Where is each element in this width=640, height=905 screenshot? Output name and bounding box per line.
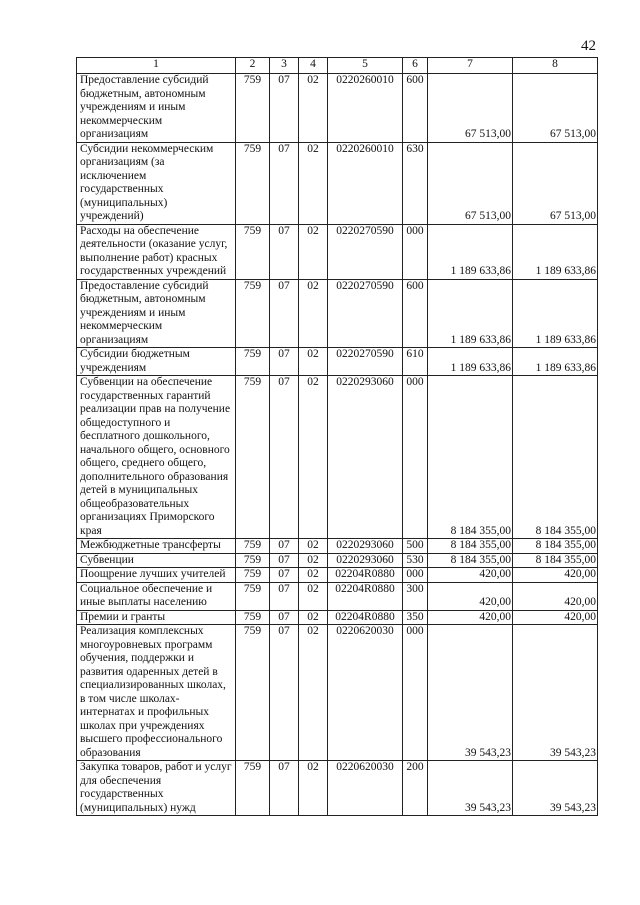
row-col-3: 07 — [270, 348, 299, 376]
row-col-3: 07 — [270, 568, 299, 583]
header-col-2: 2 — [236, 58, 270, 74]
header-col-5: 5 — [328, 58, 403, 74]
row-col-6: 600 — [403, 74, 428, 143]
row-col-4: 02 — [299, 376, 328, 539]
row-col-7: 1 189 633,86 — [428, 279, 513, 348]
row-col-6: 000 — [403, 625, 428, 761]
header-row — [77, 58, 598, 74]
row-col-3: 07 — [270, 761, 299, 816]
row-col-5: 0220270590 — [328, 224, 403, 279]
row-col-4: 02 — [299, 224, 328, 279]
row-col-7: 67 513,00 — [428, 74, 513, 143]
row-col-5: 0220620030 — [328, 761, 403, 816]
row-col-2: 759 — [236, 553, 270, 568]
row-name: Предоставление субсидий бюджетным, автономным учреждениям и иным некоммерческим организациям — [77, 74, 236, 143]
row-col-7: 67 513,00 — [428, 142, 513, 224]
row-name: Реализация комплексных многоуровневых программ обучения, поддержки и развития одаренных детей в специализированных школах, в том числе школах- интернатах и профильных школах при учреждениях высшего профессионального образования — [77, 625, 236, 761]
row-col-2: 759 — [236, 348, 270, 376]
row-col-4: 02 — [299, 625, 328, 761]
row-col-6: 350 — [403, 610, 428, 625]
row-col-7: 39 543,23 — [428, 625, 513, 761]
row-col-4: 02 — [299, 761, 328, 816]
table-row — [77, 376, 598, 539]
header-col-4: 4 — [299, 58, 328, 74]
row-col-3: 07 — [270, 582, 299, 610]
row-col-4: 02 — [299, 142, 328, 224]
row-name: Субвенции — [77, 553, 236, 568]
header-col-7: 7 — [428, 58, 513, 74]
row-col-4: 02 — [299, 74, 328, 143]
row-col-8: 8 184 355,00 — [513, 553, 598, 568]
row-col-8: 1 189 633,86 — [513, 224, 598, 279]
row-col-5: 02204R0880 — [328, 582, 403, 610]
row-name: Предоставление субсидий бюджетным, автономным учреждениям и иным некоммерческим организациям — [77, 279, 236, 348]
row-col-4: 02 — [299, 568, 328, 583]
row-col-8: 67 513,00 — [513, 74, 598, 143]
row-col-2: 759 — [236, 279, 270, 348]
row-col-6: 530 — [403, 553, 428, 568]
table-row — [77, 625, 598, 761]
row-col-2: 759 — [236, 582, 270, 610]
row-col-6: 000 — [403, 568, 428, 583]
row-col-3: 07 — [270, 539, 299, 554]
row-col-6: 630 — [403, 142, 428, 224]
table-row — [77, 582, 598, 610]
row-col-7: 39 543,23 — [428, 761, 513, 816]
row-col-2: 759 — [236, 74, 270, 143]
row-col-3: 07 — [270, 142, 299, 224]
row-col-6: 500 — [403, 539, 428, 554]
row-col-2: 759 — [236, 610, 270, 625]
table-row — [77, 610, 598, 625]
row-col-2: 759 — [236, 142, 270, 224]
row-name: Субсидии бюджетным учреждениям — [77, 348, 236, 376]
row-col-2: 759 — [236, 224, 270, 279]
row-col-5: 0220293060 — [328, 553, 403, 568]
row-col-6: 600 — [403, 279, 428, 348]
row-name: Субвенции на обеспечение государственных гарантий реализации прав на получение общедоступного и бесплатного дошкольного, начального общего, основного общего, среднего общего, дополнительного образования детей в муниципальных общеобразовательных организациях Приморского края — [77, 376, 236, 539]
row-name: Межбюджетные трансферты — [77, 539, 236, 554]
header-col-3: 3 — [270, 58, 299, 74]
header-col-8: 8 — [513, 58, 598, 74]
row-col-4: 02 — [299, 348, 328, 376]
row-col-4: 02 — [299, 279, 328, 348]
row-col-6: 000 — [403, 224, 428, 279]
row-col-3: 07 — [270, 74, 299, 143]
row-col-7: 8 184 355,00 — [428, 539, 513, 554]
row-name: Субсидии некоммерческим организациям (за исключением государственных (муниципальных) учреждений) — [77, 142, 236, 224]
table-row — [77, 279, 598, 348]
row-col-6: 000 — [403, 376, 428, 539]
table-row — [77, 224, 598, 279]
row-col-8: 1 189 633,86 — [513, 348, 598, 376]
row-col-3: 07 — [270, 610, 299, 625]
row-col-3: 07 — [270, 625, 299, 761]
row-col-2: 759 — [236, 625, 270, 761]
row-col-7: 8 184 355,00 — [428, 376, 513, 539]
row-name: Премии и гранты — [77, 610, 236, 625]
row-col-2: 759 — [236, 376, 270, 539]
row-col-4: 02 — [299, 582, 328, 610]
row-col-3: 07 — [270, 376, 299, 539]
row-col-8: 1 189 633,86 — [513, 279, 598, 348]
row-col-4: 02 — [299, 553, 328, 568]
row-col-8: 39 543,23 — [513, 625, 598, 761]
row-col-3: 07 — [270, 553, 299, 568]
row-col-5: 0220293060 — [328, 376, 403, 539]
row-col-2: 759 — [236, 761, 270, 816]
budget-table — [76, 57, 598, 816]
table-row — [77, 539, 598, 554]
row-col-3: 07 — [270, 224, 299, 279]
row-col-7: 1 189 633,86 — [428, 348, 513, 376]
row-col-5: 02204R0880 — [328, 610, 403, 625]
row-col-2: 759 — [236, 568, 270, 583]
row-col-8: 8 184 355,00 — [513, 539, 598, 554]
row-col-5: 0220293060 — [328, 539, 403, 554]
table-row — [77, 553, 598, 568]
row-col-8: 420,00 — [513, 582, 598, 610]
row-col-7: 1 189 633,86 — [428, 224, 513, 279]
row-col-6: 300 — [403, 582, 428, 610]
row-col-5: 02204R0880 — [328, 568, 403, 583]
row-col-8: 39 543,23 — [513, 761, 598, 816]
row-col-5: 0220620030 — [328, 625, 403, 761]
row-col-8: 67 513,00 — [513, 142, 598, 224]
page-number: 42 — [581, 38, 596, 54]
table-row — [77, 142, 598, 224]
row-col-8: 420,00 — [513, 568, 598, 583]
row-name: Закупка товаров, работ и услуг для обеспечения государственных (муниципальных) нужд — [77, 761, 236, 816]
row-col-7: 420,00 — [428, 568, 513, 583]
row-col-5: 0220260010 — [328, 74, 403, 143]
row-col-4: 02 — [299, 539, 328, 554]
header-col-6: 6 — [403, 58, 428, 74]
row-col-8: 420,00 — [513, 610, 598, 625]
row-col-6: 200 — [403, 761, 428, 816]
row-name: Социальное обеспечение и иные выплаты населению — [77, 582, 236, 610]
row-col-7: 420,00 — [428, 610, 513, 625]
row-name: Поощрение лучших учителей — [77, 568, 236, 583]
table-row — [77, 348, 598, 376]
row-col-5: 0220270590 — [328, 348, 403, 376]
row-col-7: 420,00 — [428, 582, 513, 610]
table-row — [77, 761, 598, 816]
row-col-7: 8 184 355,00 — [428, 553, 513, 568]
row-name: Расходы на обеспечение деятельности (оказание услуг, выполнение работ) красных государственных учреждений — [77, 224, 236, 279]
row-col-6: 610 — [403, 348, 428, 376]
header-col-1: 1 — [77, 58, 236, 74]
row-col-8: 8 184 355,00 — [513, 376, 598, 539]
row-col-3: 07 — [270, 279, 299, 348]
row-col-2: 759 — [236, 539, 270, 554]
table-row — [77, 74, 598, 143]
row-col-4: 02 — [299, 610, 328, 625]
row-col-5: 0220260010 — [328, 142, 403, 224]
row-col-5: 0220270590 — [328, 279, 403, 348]
table-row — [77, 568, 598, 583]
